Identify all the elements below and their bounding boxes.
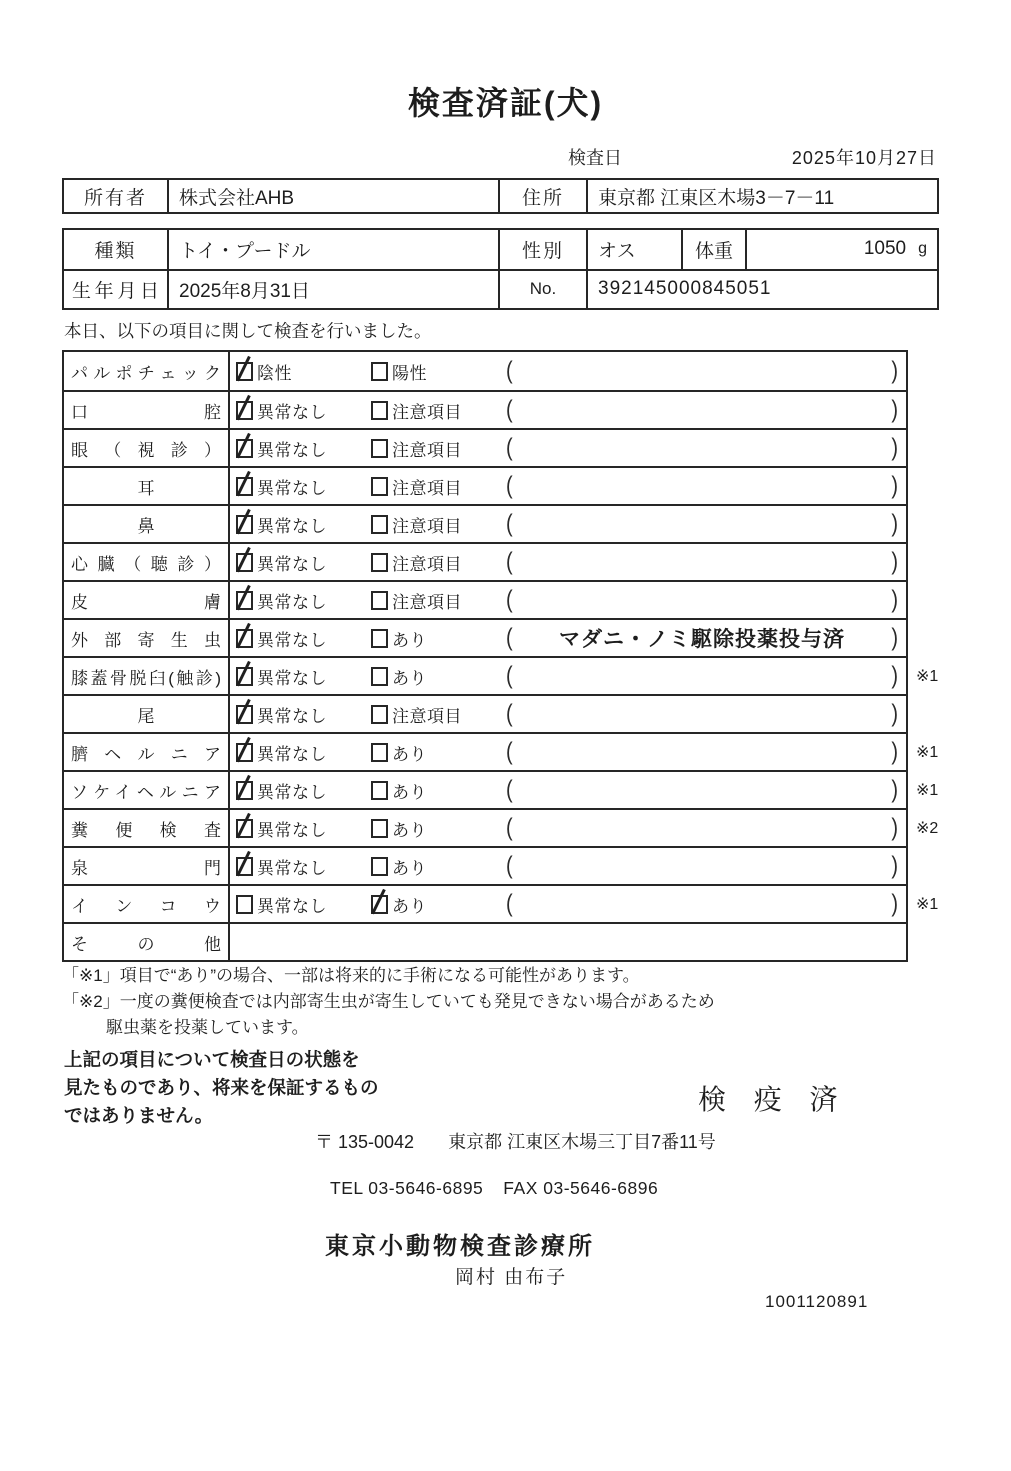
checklist-option [371, 892, 506, 917]
open-paren: ( [506, 775, 513, 804]
checklist-option [371, 550, 506, 575]
checklist-item-label [64, 848, 230, 884]
checklist-option-label: 陽性 [392, 363, 427, 383]
checklist-option [236, 512, 371, 537]
footnote-2: 「※2」一度の糞便検査では内部寄生虫が寄生していても発見できない場合があるため [62, 992, 715, 1011]
checklist-option-label: 異常なし [257, 440, 327, 460]
address-value: 東京都 江東区木場3－7－11 [586, 180, 937, 212]
owner-label: 所有者 [83, 187, 147, 209]
open-paren: ( [506, 356, 513, 385]
checkbox-unchecked [371, 705, 388, 724]
remarks-field [506, 623, 906, 653]
sex-label: 性別 [498, 230, 586, 269]
remarks-field [506, 433, 906, 462]
checklist-option [236, 474, 371, 499]
clinic-contact-row [330, 1178, 658, 1199]
checklist-option [371, 778, 506, 803]
open-paren: ( [506, 889, 513, 918]
checklist-item-label-text: パルポチェック [71, 363, 221, 383]
open-paren: ( [506, 699, 513, 728]
checklist-option-label: 異常なし [257, 668, 327, 688]
checklist-item-label [64, 468, 230, 504]
checkbox-checked [236, 743, 253, 762]
no-label: No. [498, 271, 586, 308]
remarks-field [506, 547, 906, 576]
page-title: 検査済証(犬) [407, 85, 604, 121]
checklist-row-content [230, 810, 906, 846]
footnote-marker: ※2 [916, 820, 939, 837]
checkbox-checked [236, 439, 253, 458]
checklist-option [371, 359, 506, 384]
checkbox-checked [236, 591, 253, 610]
open-paren: ( [506, 661, 513, 690]
checklist-row [64, 390, 906, 428]
checklist-row-content [230, 468, 906, 504]
checklist-option-label: 陰性 [257, 363, 292, 383]
checklist-option-label: 注意項目 [392, 554, 462, 574]
close-paren: ) [891, 889, 898, 918]
checklist-item-label-text: 尾 [137, 706, 155, 726]
clinic-postal-code: 〒 135-0042 [315, 1132, 415, 1152]
checklist-option [371, 512, 506, 537]
checklist-row-content [230, 430, 906, 466]
checklist-option-label: あり [392, 744, 427, 764]
remarks-field [506, 395, 906, 424]
checklist-option [236, 740, 371, 765]
checklist-item-label [64, 352, 230, 390]
pet-info-table [62, 228, 939, 310]
open-paren: ( [506, 585, 513, 614]
remarks-field [506, 851, 906, 880]
birthdate-label: 生年月日 [72, 280, 159, 302]
checklist-option [236, 854, 371, 879]
checklist-row-content [230, 620, 906, 656]
checklist-row [64, 504, 906, 542]
open-paren: ( [506, 851, 513, 880]
checklist-option-label: あり [392, 858, 427, 878]
close-paren: ) [891, 623, 898, 652]
checkbox-checked [236, 781, 253, 800]
checklist-option [236, 664, 371, 689]
checklist-option-label: あり [392, 630, 427, 650]
owner-table [62, 178, 939, 214]
checklist-option-label: 異常なし [257, 896, 327, 916]
checklist-option-label: 異常なし [257, 516, 327, 536]
weight-unit: g [918, 240, 927, 258]
checklist-item-label [64, 696, 230, 732]
checklist-option [371, 626, 506, 651]
checkbox-unchecked [371, 743, 388, 762]
close-paren: ) [891, 395, 898, 424]
checklist-item-label-text: 臍ヘルニア [71, 744, 221, 764]
checklist-item-label-text: 耳 [137, 478, 155, 498]
checklist-item-label-text: 膝蓋骨脱臼(触診) [71, 668, 221, 688]
checkbox-checked [236, 401, 253, 420]
checklist-option-label: あり [392, 820, 427, 840]
checklist-item-label [64, 392, 230, 428]
remarks-field [506, 661, 906, 690]
checklist-item-label-text: 皮膚 [71, 592, 221, 612]
checklist-item-label-text: 眼（視診） [71, 440, 221, 460]
checkbox-checked [236, 857, 253, 876]
checklist-row [64, 884, 939, 922]
checklist-option-label: 注意項目 [392, 706, 462, 726]
check-mark [236, 812, 250, 837]
disclaimer-line-1: 上記の項目について検査日の状態を [64, 1049, 360, 1070]
checklist-row-content [230, 848, 906, 884]
close-paren: ) [891, 547, 898, 576]
checklist-option [371, 854, 506, 879]
checklist-item-label-text: ソケイヘルニア [71, 782, 221, 802]
intro-text: 本日、以下の項目に関して検査を行いました。 [64, 321, 432, 341]
check-mark [236, 698, 250, 723]
close-paren: ) [891, 509, 898, 538]
sex-value: オス [586, 230, 681, 269]
checklist-option-label: あり [392, 782, 427, 802]
open-paren: ( [506, 509, 513, 538]
checklist-item-label [64, 506, 230, 542]
open-paren: ( [506, 813, 513, 842]
checkbox-unchecked [371, 401, 388, 420]
checklist-table [62, 350, 939, 962]
veterinarian-name: 岡村 由布子 [455, 1267, 568, 1288]
remarks-field [506, 699, 906, 728]
checkbox-unchecked [236, 895, 253, 914]
checklist-item-label [64, 620, 230, 656]
checklist-option [371, 398, 506, 423]
check-mark [236, 470, 250, 495]
checkbox-checked [236, 667, 253, 686]
close-paren: ) [891, 775, 898, 804]
checklist-option-label: 異常なし [257, 744, 327, 764]
close-paren: ) [891, 585, 898, 614]
checklist-option-label: 異常なし [257, 820, 327, 840]
checklist-item-label-text: 糞便検査 [71, 820, 221, 840]
checklist-option [371, 474, 506, 499]
checklist-option [236, 359, 371, 384]
checklist-row [64, 618, 906, 656]
checkbox-unchecked [371, 591, 388, 610]
checklist-item-label [64, 582, 230, 618]
checklist-row-content [230, 734, 906, 770]
inspection-date-label: 検査日 [568, 148, 622, 168]
check-mark [236, 850, 250, 875]
checkbox-checked [236, 515, 253, 534]
checklist-row-content [230, 582, 906, 618]
checklist-item-label-text: 鼻 [137, 516, 155, 536]
checkbox-checked [236, 477, 253, 496]
checklist-option [236, 626, 371, 651]
checkbox-unchecked [371, 819, 388, 838]
checklist-row-content [230, 506, 906, 542]
checklist-row-content [230, 352, 906, 390]
close-paren: ) [891, 471, 898, 500]
check-mark [236, 546, 250, 571]
checklist-row-content [230, 696, 906, 732]
checklist-item-label-text: 口腔 [71, 402, 221, 422]
clinic-name: 東京小動物検査診療所 [325, 1233, 595, 1260]
checkbox-unchecked [371, 362, 388, 381]
checklist-option [371, 740, 506, 765]
check-mark [236, 622, 250, 647]
checklist-option-label: 異常なし [257, 478, 327, 498]
close-paren: ) [891, 851, 898, 880]
checklist-item-label-text: 心臓（聴診） [71, 554, 221, 574]
close-paren: ) [891, 699, 898, 728]
open-paren: ( [506, 737, 513, 766]
remarks-field [506, 775, 906, 804]
address-label: 住所 [498, 180, 586, 212]
checklist-option-label: 注意項目 [392, 592, 462, 612]
checklist-option-label: あり [392, 896, 427, 916]
checklist-row [64, 732, 939, 770]
checklist-option [371, 436, 506, 461]
checkbox-unchecked [371, 515, 388, 534]
check-mark [236, 774, 250, 799]
quarantine-passed-stamp: 検 疫 済 [698, 1084, 848, 1115]
remarks-field [506, 356, 906, 385]
check-mark [236, 508, 250, 533]
checklist-option [371, 702, 506, 727]
checklist-row-content [230, 772, 906, 808]
checklist-item-label-text: 泉門 [71, 858, 221, 878]
checklist-option-label: 異常なし [257, 554, 327, 574]
check-mark [236, 355, 250, 380]
disclaimer-text [64, 1046, 379, 1130]
footnote-marker: ※1 [916, 896, 939, 913]
remarks-field [506, 889, 906, 918]
checklist-item-label [64, 810, 230, 846]
checklist-option-label: 注意項目 [392, 516, 462, 536]
checklist-option-label: あり [392, 668, 427, 688]
checklist-row-content [230, 886, 906, 922]
no-value: 392145000845051 [586, 271, 937, 308]
disclaimer-line-3: ではありません。 [64, 1105, 214, 1126]
open-paren: ( [506, 433, 513, 462]
weight-value-cell [745, 230, 937, 269]
footnote-marker: ※1 [916, 668, 939, 685]
footnote-marker: ※1 [916, 782, 939, 799]
checklist-option [236, 702, 371, 727]
checklist-item-label [64, 544, 230, 580]
checklist-row [64, 466, 906, 504]
checklist-option [371, 588, 506, 613]
remarks-field [506, 509, 906, 538]
checklist-row [64, 542, 906, 580]
breed-label: 種類 [94, 240, 137, 262]
checkbox-unchecked [371, 553, 388, 572]
checklist-option-label: 異常なし [257, 782, 327, 802]
open-paren: ( [506, 623, 513, 652]
checklist-row [64, 656, 939, 694]
checklist-option-label: 異常なし [257, 858, 327, 878]
checklist-option [236, 778, 371, 803]
checklist-option-label: 異常なし [257, 630, 327, 650]
checklist-option [236, 550, 371, 575]
checklist-option-label: 注意項目 [392, 402, 462, 422]
weight-value: 1050 [863, 238, 907, 260]
remarks-field [506, 737, 906, 766]
checklist-row [64, 352, 906, 390]
checklist-row [64, 922, 906, 960]
checklist-item-label [64, 430, 230, 466]
checklist-option-label: 異常なし [257, 402, 327, 422]
clinic-address-row [315, 1128, 716, 1154]
checklist-option [371, 816, 506, 841]
close-paren: ) [891, 737, 898, 766]
checklist-row [64, 770, 939, 808]
checklist-option [236, 892, 371, 917]
check-mark [371, 888, 385, 913]
checklist-row [64, 428, 906, 466]
checklist-option-label: 異常なし [257, 592, 327, 612]
checklist-item-label [64, 734, 230, 770]
remarks-field [506, 585, 906, 614]
checklist-option [236, 588, 371, 613]
inspection-date-value: 2025年10月27日 [791, 148, 937, 168]
checkbox-unchecked [371, 477, 388, 496]
checkbox-unchecked [371, 667, 388, 686]
check-mark [236, 584, 250, 609]
checkbox-unchecked [371, 439, 388, 458]
checklist-option-label: 注意項目 [392, 440, 462, 460]
footnote-2-continued: 駆虫薬を投薬しています。 [106, 1018, 309, 1037]
birthdate-value: 2025年8月31日 [167, 271, 498, 308]
owner-value: 株式会社AHB [167, 180, 498, 212]
checklist-row [64, 580, 906, 618]
checkbox-checked [236, 819, 253, 838]
remarks-text: マダニ・ノミ駆除投薬投与済 [559, 628, 845, 651]
checklist-row [64, 846, 906, 884]
breed-value: トイ・プードル [167, 230, 498, 269]
checklist-row-content [230, 544, 906, 580]
footnote-1: 「※1」項目で“あり”の場合、一部は将来的に手術になる可能性があります。 [62, 966, 640, 985]
check-mark [236, 736, 250, 761]
clinic-fax: FAX 03-5646-6896 [503, 1178, 659, 1198]
checkbox-unchecked [371, 629, 388, 648]
checklist-item-label-text: その他 [71, 934, 221, 954]
remarks-field [506, 471, 906, 500]
close-paren: ) [891, 813, 898, 842]
weight-label: 体重 [681, 230, 745, 269]
close-paren: ) [891, 661, 898, 690]
open-paren: ( [506, 471, 513, 500]
open-paren: ( [506, 395, 513, 424]
serial-number: 1001120891 [765, 1292, 869, 1311]
checkbox-checked [236, 629, 253, 648]
remarks-field [506, 813, 906, 842]
clinic-tel: TEL 03-5646-6895 [330, 1178, 484, 1198]
checklist-option-label: 注意項目 [392, 478, 462, 498]
close-paren: ) [891, 433, 898, 462]
checklist-option [236, 398, 371, 423]
clinic-address: 東京都 江東区木場三丁目7番11号 [448, 1132, 716, 1152]
checkbox-checked [236, 553, 253, 572]
checkbox-checked [236, 705, 253, 724]
checkbox-unchecked [371, 857, 388, 876]
footnotes [62, 963, 715, 1041]
checklist-item-label [64, 658, 230, 694]
footnote-marker: ※1 [916, 744, 939, 761]
checkbox-unchecked [371, 781, 388, 800]
inspection-date-row [62, 144, 939, 168]
checkbox-checked [236, 362, 253, 381]
checklist-row-content [230, 924, 906, 960]
open-paren: ( [506, 547, 513, 576]
checklist-item-label [64, 924, 230, 960]
checkbox-checked [371, 895, 388, 914]
checklist-option [236, 816, 371, 841]
checklist-row-content [230, 658, 906, 694]
check-mark [236, 660, 250, 685]
checklist-option-label: 異常なし [257, 706, 327, 726]
checklist-item-label-text: インコウ [71, 896, 221, 916]
checklist-item-label-text: 外部寄生虫 [71, 630, 221, 650]
checklist-row-content [230, 392, 906, 428]
check-mark [236, 394, 250, 419]
checklist-row [64, 808, 939, 846]
checklist-item-label [64, 886, 230, 922]
disclaimer-line-2: 見たものであり、将来を保証するもの [64, 1077, 379, 1098]
checklist-row [64, 694, 906, 732]
check-mark [236, 432, 250, 457]
close-paren: ) [891, 356, 898, 385]
checklist-item-label [64, 772, 230, 808]
checklist-option [371, 664, 506, 689]
checklist-option [236, 436, 371, 461]
